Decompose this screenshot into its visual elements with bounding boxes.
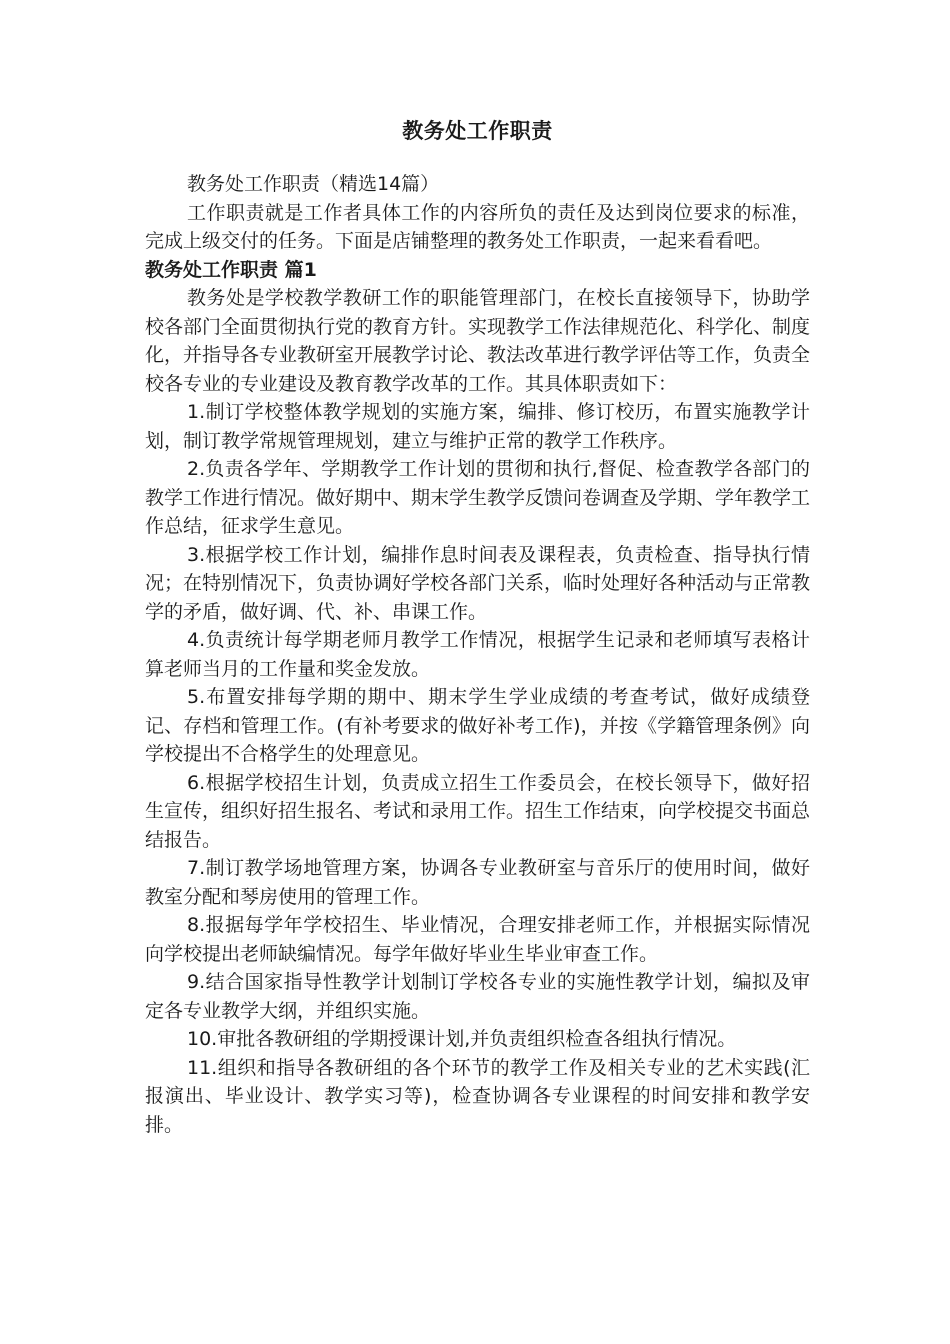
duty-item-4: 4.负责统计每学期老师月教学工作情况，根据学生记录和老师填写表格计算老师当月的工作量和奖金发放。 — [145, 629, 810, 680]
duty-item-2: 2.负责各学年、学期教学工作计划的贯彻和执行,督促、检查教学各部门的教学工作进行情况。做好期中、期末学生教学反馈问卷调查及学期、学年教学工作总结，征求学生意见。 — [145, 458, 811, 537]
duty-item-3: 3.根据学校工作计划，编排作息时间表及课程表，负责检查、指导执行情况；在特别情况下，负责协调好学校各部门关系，临时处理好各种活动与正常教学的矛盾，做好调、代、补、串课工作。 — [145, 543, 811, 623]
duty-item-7: 7.制订教学场地管理方案，协调各专业教研室与音乐厅的使用时间，做好教室分配和琴房使用的管理工作。 — [145, 857, 810, 908]
duty-item-9: 9.结合国家指导性教学计划制订学校各专业的实施性教学计划，编拟及审定各专业教学大纲，并组织实施。 — [145, 971, 810, 1022]
duty-item-8: 8.报据每学年学校招生、毕业情况，合理安排老师工作，并根据实际情况向学校提出老师缺编情况。每学年做好毕业生毕业审查工作。 — [145, 914, 810, 965]
duty-item-5: 5.布置安排每学期的期中、期末学生学业成绩的考查考试，做好成绩登记、存档和管理工作。(有补考要求的做好补考工作)，并按《学籍管理条例》向学校提出不合格学生的处理意见。 — [145, 686, 810, 765]
section-intro-paragraph: 教务处是学校教学教研工作的职能管理部门，在校长直接领导下，协助学校各部门全面贯彻执行党的教育方针。实现教学工作法律规范化、科学化、制度化，并指导各专业教研室开展教学讨论、教法改革进行教学评估等工作，负责全校各专业的专业建设及教育教学改革的工作。其具体职责如下： — [145, 287, 811, 395]
duty-item-11: 11.组织和指导各教研组的各个环节的教学工作及相关专业的艺术实践(汇报演出、毕业设计、教学实习等)，检查协调各专业课程的时间安排和教学安排。 — [145, 1056, 810, 1136]
section-heading: 教务处工作职责 篇1 — [145, 258, 317, 281]
document-subtitle: 教务处工作职责（精选14篇） — [187, 173, 440, 195]
document-title: 教务处工作职责 — [402, 119, 553, 143]
duty-item-10: 10.审批各教研组的学期授课计划,并负责组织检查各组执行情况。 — [187, 1028, 737, 1050]
duty-item-6: 6.根据学校招生计划，负责成立招生工作委员会，在校长领导下，做好招生宣传，组织好招生报名、考试和录用工作。招生工作结束，向学校提交书面总结报告。 — [145, 771, 811, 851]
intro-paragraph: 工作职责就是工作者具体工作的内容所负的责任及达到岗位要求的标准，完成上级交付的任务。下面是店铺整理的教务处工作职责，一起来看看吧。 — [145, 201, 810, 252]
duty-item-1: 1.制订学校整体教学规划的实施方案，编排、修订校历，布置实施教学计划，制订教学常规管理规划，建立与维护正常的教学工作秩序。 — [145, 401, 810, 452]
document-body — [145, 112, 810, 1139]
